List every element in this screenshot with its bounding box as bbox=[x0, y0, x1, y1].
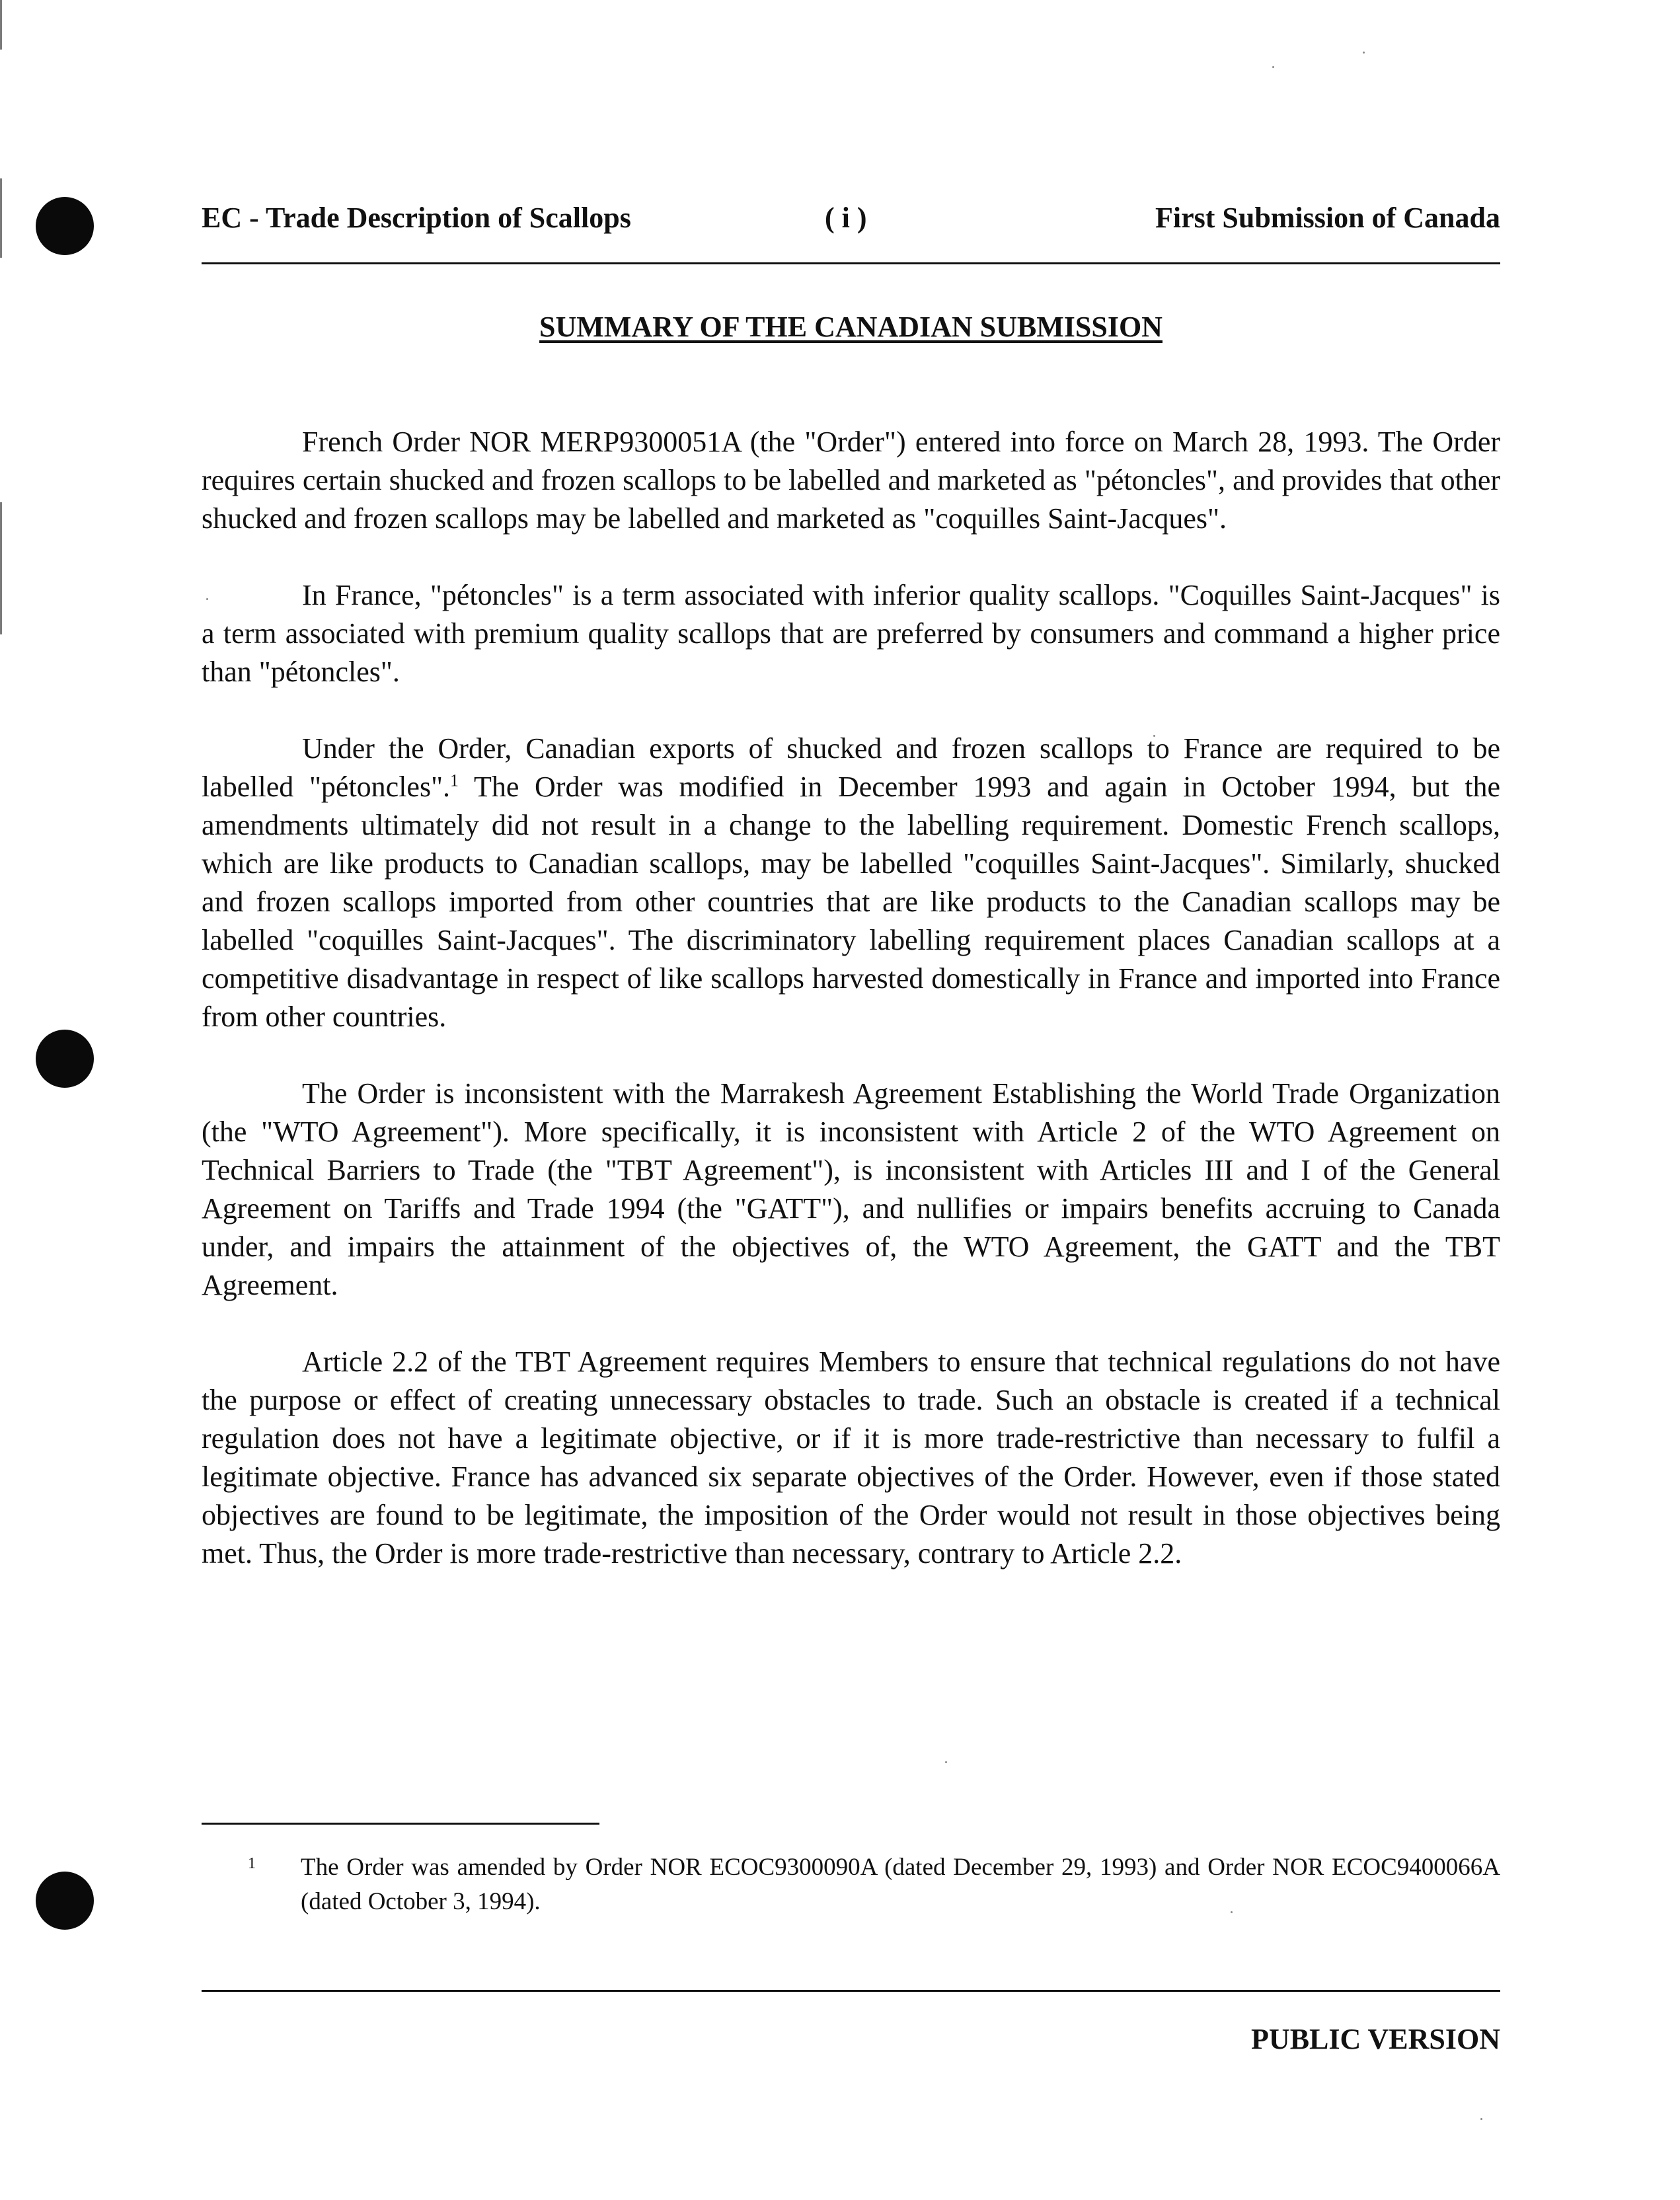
footnote-reference: 1 bbox=[450, 771, 459, 790]
paragraph-text: Under the Order, Canadian exports of shucked and frozen scallops to France are required to be labelled "pétoncles". bbox=[202, 732, 1500, 803]
footer-rule bbox=[202, 1990, 1500, 1992]
scan-speck bbox=[945, 1761, 947, 1763]
punch-hole-bottom bbox=[36, 1872, 94, 1930]
punch-hole-top bbox=[36, 197, 94, 255]
paragraph: French Order NOR MERP9300051A (the "Order") entered into force on March 28, 1993. The Order requires certain shucked and frozen scallops to be labelled and marketed as "pétoncles", and provides that other shucked and frozen scallops may be labelled and marketed as "coquilles Saint-Jacques". bbox=[202, 426, 1500, 535]
running-header bbox=[202, 197, 1500, 239]
footnote-rule bbox=[202, 1823, 599, 1825]
header-rule bbox=[202, 262, 1500, 264]
footnote-text: The Order was amended by Order NOR ECOC9300090A (dated December 29, 1993) and Order NOR ECOC9400066A (dated October 3, 1994). bbox=[301, 1854, 1500, 1915]
footnote-mark: 1 bbox=[248, 1855, 256, 1872]
punch-hole-middle bbox=[36, 1030, 94, 1088]
paragraph: The Order is inconsistent with the Marrakesh Agreement Establishing the World Trade Organization (the "WTO Agreement"). More specifically, it is inconsistent with Article 2 of the WTO Agreement on Technical Barriers to Trade (the "TBT Agreement"), is inconsistent with Articles III and I of the General Agreement on Tariffs and Trade 1994 (the "GATT"), and nullifies or impairs benefits accruing to Canada under, and impairs the attainment of the objectives of, the WTO Agreement, the GATT and the TBT Agreement. bbox=[202, 1077, 1500, 1301]
paragraph: Article 2.2 of the TBT Agreement requires Members to ensure that technical regulations do not have the purpose or effect of creating unnecessary obstacles to trade. Such an obstacle is created if a technical regulation does not have a legitimate objective, or if it is more trade-restrictive than necessary to fulfil a legitimate objective. France has advanced six separate objectives of the Order. However, even if those stated objectives are found to be legitimate, the imposition of the Order would not result in those objectives being met. Thus, the Order is more trade-restrictive than necessary, contrary to Article 2.2. bbox=[202, 1346, 1500, 1570]
scan-speck bbox=[1363, 52, 1365, 54]
header-document-title: First Submission of Canada bbox=[1155, 202, 1500, 234]
scan-speck bbox=[1272, 66, 1274, 68]
scan-speck bbox=[1480, 2118, 1482, 2120]
scan-edge-mark bbox=[0, 178, 2, 258]
footnote bbox=[202, 1850, 1500, 1919]
paragraph-text: The Order was modified in December 1993 and again in October 1994, but the amendments ultimately did not result in a change to the labelling requirement. Domestic French scallops, which are like products to Canadian scallops, may be labelled "coquilles Saint-Jacques". Similarly, shucked and frozen scallops imported from other countries that are like products to the Canadian scallops may be labelled "coquilles Saint-Jacques". The discriminatory labelling requirement places Canadian scallops at a competitive disadvantage in respect of like scallops harvested domestically in France and imported into France from other countries. bbox=[202, 771, 1500, 1033]
body-text bbox=[202, 423, 1500, 1611]
scan-edge-mark bbox=[0, 0, 2, 50]
header-case-title: EC - Trade Description of Scallops bbox=[202, 202, 631, 234]
paragraph: In France, "pétoncles" is a term associated with inferior quality scallops. "Coquilles Saint-Jacques" is a term associated with premium quality scallops that are preferred by consumers and command a higher price than "pétoncles". bbox=[202, 579, 1500, 688]
paragraph bbox=[202, 730, 1500, 1036]
header-page-number: ( i ) bbox=[825, 202, 867, 234]
footer-label: PUBLIC VERSION bbox=[1251, 2023, 1500, 2055]
scan-edge-mark bbox=[0, 502, 2, 634]
section-title: SUMMARY OF THE CANADIAN SUBMISSION bbox=[539, 311, 1163, 343]
